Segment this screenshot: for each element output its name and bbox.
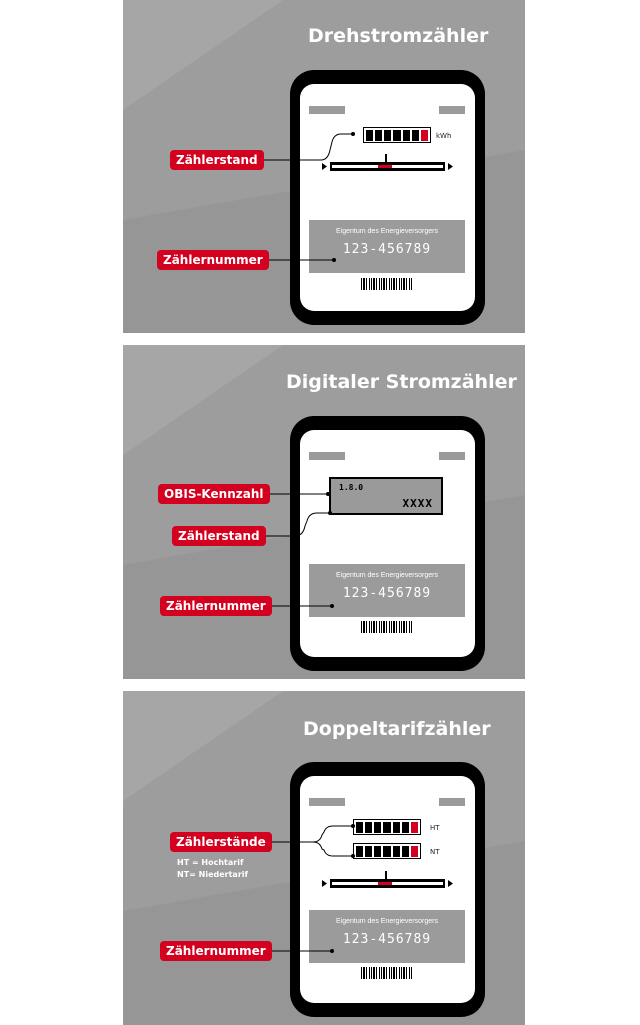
meter-plate-right — [439, 798, 465, 806]
label-zaehlernummer: Zählernummer — [160, 596, 272, 616]
panel-title: Drehstromzähler — [308, 25, 489, 47]
counter-display-nt — [353, 843, 421, 859]
rotor-disc — [300, 871, 475, 901]
panel-doppeltarifzaehler — [123, 691, 525, 1025]
meter-body — [290, 70, 485, 325]
barcode — [361, 278, 413, 290]
meter-plate-right — [439, 452, 465, 460]
meter-number: 123-456789 — [342, 932, 432, 947]
counter-unit-nt: NT — [430, 848, 440, 856]
panel-title: Digitaler Stromzähler — [286, 371, 517, 393]
meter-plate-left — [309, 452, 345, 460]
label-zaehlerstand: Zählerstand — [170, 150, 264, 170]
barcode — [361, 967, 413, 979]
meter-face — [300, 430, 475, 657]
tariff-note — [177, 857, 248, 881]
counter-unit: kWh — [436, 132, 452, 140]
lcd-value: XXXX — [402, 497, 433, 510]
label-zaehlerstand: Zählerstand — [172, 526, 266, 546]
owner-plate — [309, 564, 465, 617]
counter-display-ht — [353, 819, 421, 835]
owner-text: Eigentum des Energieversorgers — [336, 572, 438, 579]
panel-title: Doppeltarifzähler — [303, 718, 491, 740]
meter-body — [290, 762, 485, 1017]
label-zaehlernummer: Zählernummer — [160, 941, 272, 961]
meter-plate-left — [309, 106, 345, 114]
meter-plate-right — [439, 106, 465, 114]
label-obis-kennzahl: OBIS-Kennzahl — [158, 484, 270, 504]
panel-drehstromzaehler — [123, 0, 525, 333]
counter-unit-ht: HT — [430, 824, 440, 832]
meter-number: 123-456789 — [342, 586, 432, 601]
obis-code: 1.8.0 — [339, 483, 364, 492]
meter-body — [290, 416, 485, 671]
meter-face — [300, 776, 475, 1003]
counter-display — [363, 127, 431, 143]
owner-plate — [309, 220, 465, 273]
rotor-disc — [300, 154, 475, 194]
tariff-note-ht: HT = Hochtarif — [177, 858, 244, 867]
owner-text: Eigentum des Energieversorgers — [336, 918, 438, 925]
meter-number: 123-456789 — [342, 242, 432, 257]
owner-text: Eigentum des Energieversorgers — [336, 228, 438, 235]
panel-digitaler-stromzaehler — [123, 345, 525, 679]
label-zaehlernummer: Zählernummer — [157, 250, 269, 270]
tariff-note-nt: NT= Niedertarif — [177, 870, 248, 879]
barcode — [361, 621, 413, 633]
owner-plate — [309, 910, 465, 963]
lcd-display — [329, 477, 443, 515]
meter-face — [300, 84, 475, 311]
label-zaehlerstaende: Zählerstände — [170, 832, 272, 852]
meter-plate-left — [309, 798, 345, 806]
